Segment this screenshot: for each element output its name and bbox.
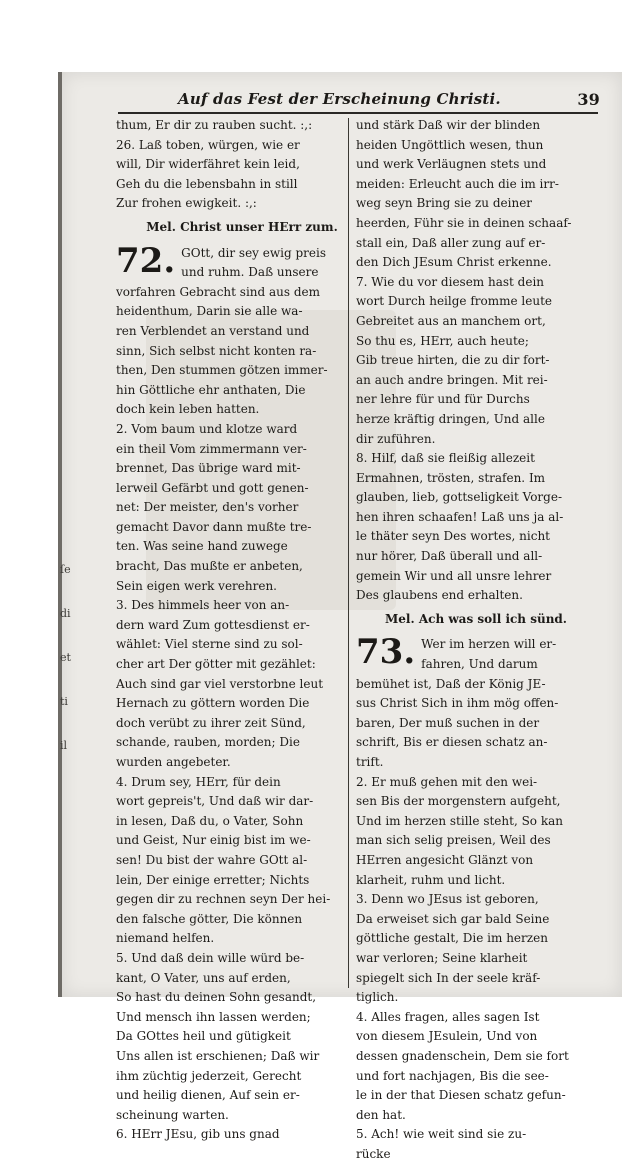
text-line: thum, Er dir zu rauben sucht. :,:: [116, 118, 313, 132]
text-line: le in der that Diesen schatz gefun-: [356, 1088, 566, 1103]
text-line: schande, rauben, morden; Die: [116, 735, 300, 750]
text-line: HErren angesicht Glänzt von: [356, 852, 534, 867]
hymn-72: [116, 240, 368, 1145]
text-line: 5. Ach! wie weit sind sie zu-: [356, 1127, 527, 1142]
text-line: 5. Und daß dein wille würd be-: [116, 950, 305, 965]
text-line: den falsche götter, Die können: [116, 911, 303, 926]
text-line: nur hörer, Daß überall und all-: [356, 549, 543, 564]
text-line: man sich selig preisen, Weil des: [356, 833, 551, 848]
text-line: Und mensch ihn lassen werden;: [116, 1009, 311, 1024]
margin-fragment: il: [60, 739, 68, 752]
text-line: weg seyn Bring sie zu deiner: [356, 196, 533, 211]
text-line: doch kein leben hatten.: [116, 402, 260, 417]
text-line: sen Bis der morgenstern aufgeht,: [356, 794, 561, 809]
header-title: Auf das Fest der Erscheinung Christi.: [178, 90, 501, 108]
header-rule: [118, 112, 598, 114]
text-line: heerden, Führ sie in deinen schaaf-: [356, 215, 572, 230]
text-line: wählet: Viel sterne sind zu sol-: [116, 637, 303, 652]
text-line: Gib treue hirten, die zu dir fort-: [356, 353, 550, 368]
text-line: kant, O Vater, uns auf erden,: [116, 970, 291, 985]
text-line: tiglich.: [356, 990, 399, 1005]
text-line: rücke: [356, 1146, 391, 1161]
text-line: Geh du die lebensbahn in still: [116, 176, 298, 191]
text-line: Wer im herzen will er-: [421, 637, 557, 652]
text-line: Und im herzen stille steht, So kan: [356, 813, 563, 828]
text-line: wurden angebeter.: [116, 755, 231, 769]
text-line: bemühet ist, Daß der König JE-: [356, 676, 546, 691]
column-divider: [348, 118, 349, 988]
text-line: heiden Ungöttlich wesen, thun: [356, 137, 544, 152]
left-column: [116, 116, 368, 1145]
text-line: ner lehre für und für Durchs: [356, 392, 530, 407]
text-line: Des glaubens end erhalten.: [356, 588, 523, 603]
text-line: Zur frohen ewigkeit. :,:: [116, 196, 257, 211]
text-line: 3. Des himmels heer von an-: [116, 598, 290, 613]
text-line: sus Christ Sich in ihm mög offen-: [356, 696, 559, 711]
text-line: GOtt, dir sey ewig preis: [181, 245, 326, 260]
hymn-number-72: 72.: [116, 240, 176, 281]
hymn-72-ending: [356, 116, 596, 606]
text-line: lein, Der einige erretter; Nichts: [116, 872, 310, 887]
text-line: baren, Der muß suchen in der: [356, 715, 540, 730]
text-line: niemand helfen.: [116, 931, 215, 946]
text-line: heidenthum, Darin sie alle wa-: [116, 304, 303, 319]
text-line: 26. Laß toben, würgen, wie er: [116, 137, 300, 152]
text-line: doch verübt zu ihrer zeit Sünd,: [116, 715, 306, 730]
text-line: ren Verblendet an verstand und: [116, 323, 310, 338]
text-line: und heilig dienen, Auf sein er-: [116, 1088, 300, 1103]
text-line: 7. Wie du vor diesem hast dein: [356, 274, 545, 289]
text-line: ten. Was seine hand zuwege: [116, 539, 288, 554]
melody-line-72: Mel. Christ unser HErr zum.: [146, 219, 338, 234]
text-line: glauben, lieb, gottseligkeit Vorge-: [356, 490, 563, 505]
text-line: So thu es, HErr, auch heute;: [356, 333, 529, 348]
text-line: in lesen, Daß du, o Vater, Sohn: [116, 813, 304, 828]
running-header: [178, 90, 618, 114]
text-line: dern ward Zum gottesdienst er-: [116, 617, 310, 632]
text-line: then, Den stummen götzen immer-: [116, 363, 328, 378]
text-line: stall ein, Daß aller zung auf er-: [356, 235, 546, 250]
text-line: 6. HErr JEsu, gib uns gnad: [116, 1127, 280, 1142]
text-line: meiden: Erleucht auch die im irr-: [356, 176, 559, 191]
text-line: net: Der meister, den's vorher: [116, 500, 299, 515]
text-line: will, Dir widerfähret kein leid,: [116, 157, 300, 172]
text-line: war verloren; Seine klarheit: [356, 950, 528, 965]
text-line: hin Göttliche ehr anthaten, Die: [116, 382, 306, 397]
text-line: wort gepreis't, Und daß wir dar-: [116, 794, 314, 809]
text-line: dir zuführen.: [356, 431, 436, 446]
hymn-72-text: [116, 240, 368, 1145]
text-line: gemacht Davor dann mußte tre-: [116, 519, 312, 534]
text-line: Hernach zu göttern worden Die: [116, 696, 310, 711]
text-line: lerweil Gefärbt und gott genen-: [116, 480, 309, 495]
text-line: wort Durch heilge fromme leute: [356, 294, 552, 309]
page-number: 39: [577, 90, 600, 109]
text-line: trift.: [356, 755, 384, 769]
text-line: sen! Du bist der wahre GOtt al-: [116, 852, 308, 867]
text-line: und ruhm. Daß unsere: [181, 265, 319, 280]
text-line: le thäter seyn Des wortes, nicht: [356, 529, 550, 544]
text-line: Da GOttes heil und gütigkeit: [116, 1029, 291, 1044]
margin-fragment: et: [60, 651, 71, 664]
text-line: ihm züchtig jederzeit, Gerecht: [116, 1068, 302, 1083]
text-line: 8. Hilf, daß sie fleißig allezeit: [356, 451, 535, 466]
text-line: brennet, Das übrige ward mit-: [116, 461, 301, 476]
text-line: Gebreitet aus an manchem ort,: [356, 313, 546, 328]
text-line: ein theil Vom zimmermann ver-: [116, 441, 307, 456]
text-line: 2. Er muß gehen mit den wei-: [356, 774, 538, 789]
text-line: göttliche gestalt, Die im herzen: [356, 931, 548, 946]
margin-fragment: di: [60, 607, 71, 620]
text-line: sinn, Sich selbst nicht konten ra-: [116, 343, 317, 358]
text-line: scheinung warten.: [116, 1107, 229, 1122]
text-line: gegen dir zu rechnen seyn Der hei-: [116, 892, 331, 907]
right-column: [356, 116, 596, 1164]
text-line: und fort nachjagen, Bis die see-: [356, 1068, 549, 1083]
text-line: dessen gnadenschein, Dem sie fort: [356, 1048, 569, 1063]
text-line: und Geist, Nur einig bist im we-: [116, 833, 311, 848]
text-line: fahren, Und darum: [421, 657, 538, 672]
text-line: gemein Wir und all unsre lehrer: [356, 568, 552, 583]
text-line: 3. Denn wo JEsus ist geboren,: [356, 892, 539, 907]
text-line: klarheit, ruhm und licht.: [356, 872, 506, 887]
hymn-number-73: 73.: [356, 632, 416, 673]
hymn-73-text: [356, 632, 596, 1164]
text-line: 4. Drum sey, HErr, für dein: [116, 774, 281, 789]
text-line: cher art Der götter mit gezählet:: [116, 657, 316, 672]
hymn-73: [356, 632, 596, 1164]
text-line: 4. Alles fragen, alles sagen Ist: [356, 1009, 540, 1024]
text-line: an auch andre bringen. Mit rei-: [356, 372, 548, 387]
text-line: und stärk Daß wir der blinden: [356, 118, 541, 132]
text-line: hen ihren schaafen! Laß uns ja al-: [356, 509, 564, 524]
text-line: spiegelt sich In der seele kräf-: [356, 970, 541, 985]
melody-line-73: Mel. Ach was soll ich sünd.: [385, 611, 567, 626]
text-line: den Dich JEsum Christ erkenne.: [356, 255, 552, 270]
text-line: Sein eigen werk verehren.: [116, 578, 277, 593]
text-line: So hast du deinen Sohn gesandt,: [116, 990, 317, 1005]
text-line: herze kräftig dringen, Und alle: [356, 411, 545, 426]
margin-fragment: ti: [60, 695, 68, 708]
text-line: 2. Vom baum und klotze ward: [116, 421, 298, 436]
margin-fragment: ſe: [60, 563, 71, 576]
text-line: Auch sind gar viel verstorbne leut: [116, 676, 324, 691]
text-line: bracht, Das mußte er anbeten,: [116, 559, 303, 574]
left-margin-fragments: [60, 548, 78, 768]
hymn-71-ending: [116, 116, 368, 214]
text-line: und werk Verläugnen stets und: [356, 157, 547, 172]
text-line: schrift, Bis er diesen schatz an-: [356, 735, 548, 750]
text-line: von diesem JEsulein, Und von: [356, 1029, 538, 1044]
text-line: Da erweiset sich gar bald Seine: [356, 911, 550, 926]
text-line: vorfahren Gebracht sind aus dem: [116, 284, 321, 299]
text-line: Uns allen ist erschienen; Daß wir: [116, 1048, 320, 1063]
text-line: Ermahnen, trösten, strafen. Im: [356, 470, 546, 485]
text-line: den hat.: [356, 1107, 406, 1122]
